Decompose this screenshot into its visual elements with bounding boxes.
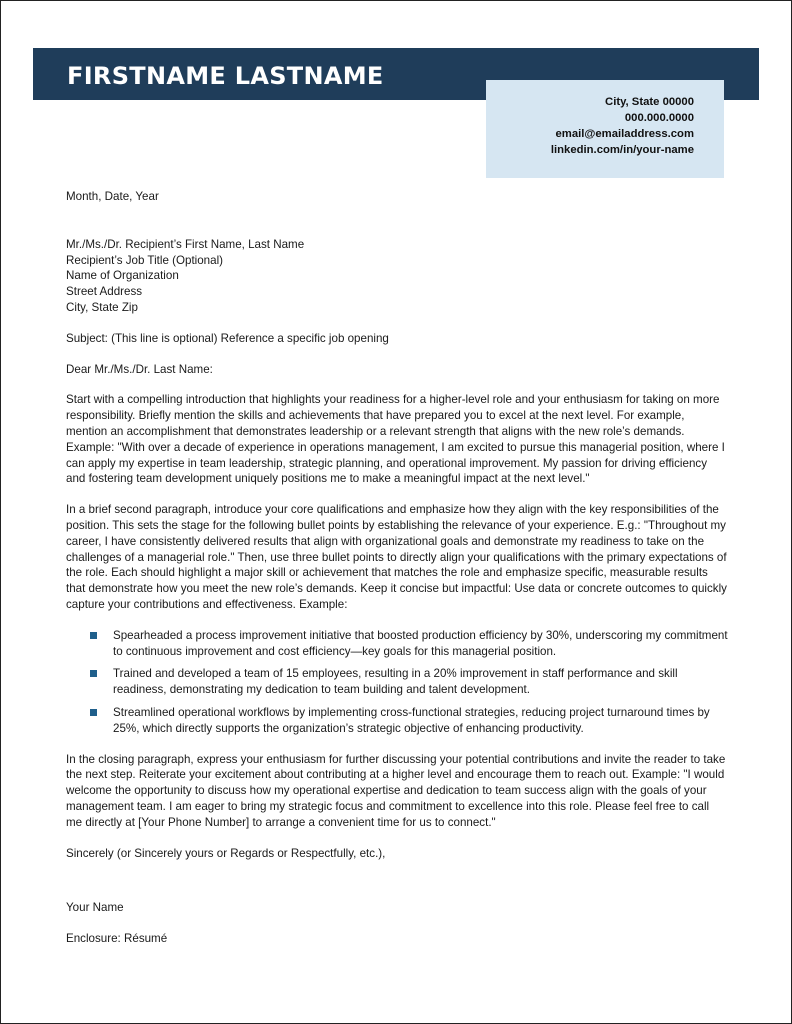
contact-location: City, State 00000 (605, 96, 694, 108)
square-bullet-icon (90, 632, 97, 639)
recipient-organization: Name of Organization (66, 269, 179, 283)
recipient-block (66, 237, 728, 316)
subject-line: Subject: (This line is optional) Reference a specific job opening (66, 331, 389, 345)
square-bullet-icon (90, 670, 97, 677)
salutation: Dear Mr./Ms./Dr. Last Name: (66, 362, 213, 376)
recipient-city: City, State Zip (66, 300, 138, 314)
letter-body (66, 189, 728, 947)
recipient-name: Mr./Ms./Dr. Recipient’s First Name, Last Name (66, 237, 305, 251)
signer-name: Your Name (66, 901, 124, 915)
bullet-text: Streamlined operational workflows by implementing cross-functional strategies, reducing project turnaround times by 25%, which directly supports the organization’s strategic objective of enhancing productivity. (113, 705, 710, 735)
list-item (113, 666, 728, 698)
contact-phone: 000.000.0000 (624, 112, 694, 124)
square-bullet-icon (90, 709, 97, 716)
enclosure-line: Enclosure: Résumé (66, 932, 168, 946)
list-item (113, 628, 728, 660)
achievement-list (66, 628, 728, 737)
recipient-title: Recipient’s Job Title (Optional) (66, 253, 224, 267)
intro-paragraph: Start with a compelling introduction that highlights your readiness for a higher-level role and your enthusiasm for taking on more responsibility. Briefly mention the skills and achievements that have prepared you to excel at the next level. For example, mention an accomplishment that demonstrates leadership or a relevant strength that aligns with the new role’s demands. Example: "With over a decade of experience in operations management, I am excited to pursue this managerial position, where I can apply my expertise in team leadership, strategic planning, and operational improvement. My passion for driving efficiency and fostering team development uniquely positions me to make a meaningful impact at the next level." (66, 393, 725, 486)
bullet-text: Trained and developed a team of 15 employees, resulting in a 20% improvement in staff performance and skill readiness, demonstrating my dedication to team building and talent development. (113, 667, 678, 697)
bullet-text: Spearheaded a process improvement initiative that boosted production efficiency by 30%, underscoring my commitment to continuous improvement and cost efficiency—key goals for this managerial position. (113, 628, 728, 658)
complimentary-close: Sincerely (or Sincerely yours or Regards or Respectfully, etc.), (66, 846, 386, 860)
applicant-name: FIRSTNAME LASTNAME (67, 62, 384, 90)
contact-email: email@emailaddress.com (555, 128, 694, 140)
contact-linkedin: linkedin.com/in/your-name (550, 144, 694, 156)
list-item (113, 705, 728, 737)
closing-paragraph: In the closing paragraph, express your enthusiasm for further discussing your potential contributions and invite the reader to take the next step. Reiterate your excitement about contributing at a higher level and encourage them to reach out. Example: "I would welcome the opportunity to discuss how my operational expertise and dedication to team success align with the goals of your management team. I am eager to bring my strategic focus and commitment to excellence into this role. Please feel free to call me directly at [Your Phone Number] to arrange a convenient time for us to connect." (66, 752, 726, 829)
letter-date: Month, Date, Year (66, 190, 159, 203)
contact-box (486, 80, 724, 178)
qualifications-paragraph: In a brief second paragraph, introduce your core qualifications and emphasize how they align with the key responsibilities of the position. This sets the stage for the following bullet points by establishing the relevance of your experience. E.g.: "Throughout my career, I have consistently delivered results that align with organizational goals and demonstrate my readiness to take on the challenges of a managerial role." Then, use three bullet points to directly align your qualifications with the primary expectations of the role. Each should highlight a major skill or achievement that matches the role and emphasize specific, measurable results that demonstrate how you meet the new role’s demands. Keep it concise but impactful: Use data or concrete outcomes to quickly capture your contributions and effectiveness. Example: (66, 503, 727, 611)
recipient-street: Street Address (66, 285, 143, 299)
